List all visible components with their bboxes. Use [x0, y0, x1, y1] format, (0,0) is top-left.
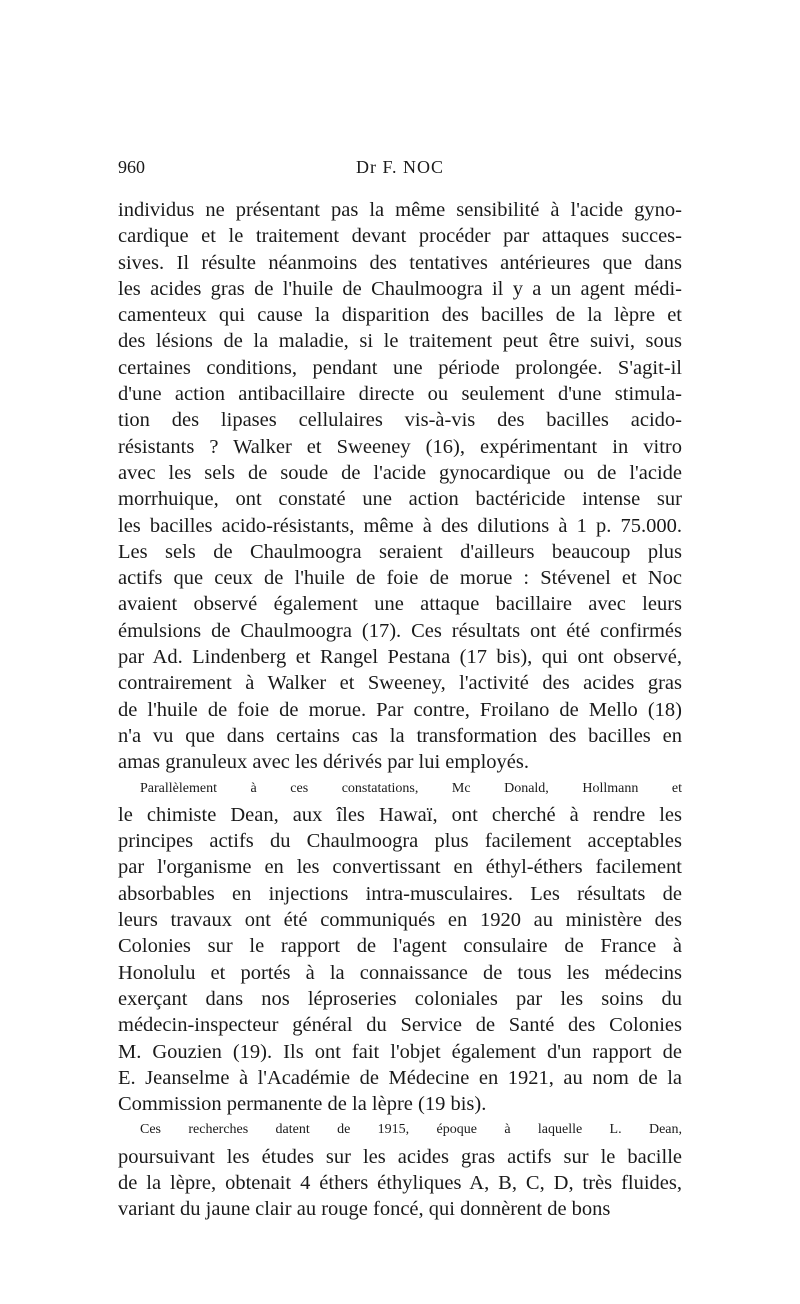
text-line: par l'organisme en les convertissant en éthyl-éthers facilement: [118, 856, 682, 879]
text-line: leurs travaux ont été communiqués en 1920 au ministère des: [118, 909, 682, 932]
text-line: d'une action antibacillaire directe ou seulement d'une stimula-: [118, 383, 682, 406]
paragraph: [118, 1117, 682, 1222]
paragraph: [118, 197, 682, 776]
text-line: certaines conditions, pendant une période prolongée. S'agit-il: [118, 356, 682, 379]
text-line: avaient observé également une attaque bacillaire avec leurs: [118, 593, 682, 616]
page-header: [118, 157, 682, 183]
text-line: Les sels de Chaulmoogra seraient d'ailleurs beaucoup plus: [118, 540, 682, 563]
text-line: le chimiste Dean, aux îles Hawaï, ont cherché à rendre les: [118, 803, 682, 826]
page-number: 960: [118, 157, 145, 177]
text-line: variant du jaune clair au rouge foncé, qui donnèrent de bons: [118, 1198, 611, 1221]
text-line: de la lèpre, obtenait 4 éthers éthyliques A, B, C, D, très fluides,: [118, 1171, 682, 1194]
text-line: cardique et le traitement devant procéder par attaques succes-: [118, 225, 682, 248]
text-line: camenteux qui cause la disparition des bacilles de la lèpre et: [118, 304, 682, 327]
text-line: tion des lipases cellulaires vis-à-vis des bacilles acido-: [118, 409, 682, 432]
text-line: actifs que ceux de l'huile de foie de morue : Stévenel et Noc: [118, 567, 682, 590]
text-line: Ces recherches datent de 1915, époque à laquelle L. Dean,: [140, 1122, 682, 1138]
text-line: les acides gras de l'huile de Chaulmoogra il y a un agent médi-: [118, 277, 682, 300]
body-text: [118, 197, 682, 1223]
text-line: résistants ? Walker et Sweeney (16), expérimentant in vitro: [118, 435, 682, 458]
text-line: n'a vu que dans certains cas la transformation des bacilles en: [118, 724, 682, 747]
text-line: de l'huile de foie de morue. Par contre, Froilano de Mello (18): [118, 698, 682, 721]
text-line: avec les sels de soude de l'acide gynocardique ou de l'acide: [118, 461, 682, 484]
text-line: morrhuique, ont constaté une action bactéricide intense sur: [118, 488, 682, 511]
text-line: poursuivant les études sur les acides gras actifs sur le bacille: [118, 1145, 682, 1168]
text-line: Honolulu et portés à la connaissance de tous les médecins: [118, 961, 682, 984]
text-line: contrairement à Walker et Sweeney, l'activité des acides gras: [118, 672, 682, 695]
paragraph: [118, 776, 682, 1118]
text-line: individus ne présentant pas la même sensibilité à l'acide gyno-: [118, 199, 682, 221]
text-line: des lésions de la maladie, si le traitement peut être suivi, sous: [118, 330, 682, 353]
text-line: Parallèlement à ces constatations, Mc Donald, Hollmann et: [140, 780, 682, 796]
text-line: amas granuleux avec les dérivés par lui employés.: [118, 751, 529, 774]
text-line: les bacilles acido-résistants, même à des dilutions à 1 p. 75.000.: [118, 514, 682, 537]
text-line: Commission permanente de la lèpre (19 bis).: [118, 1093, 487, 1116]
text-line: absorbables en injections intra-musculaires. Les résultats de: [118, 882, 682, 905]
text-line: par Ad. Lindenberg et Rangel Pestana (17 bis), qui ont observé,: [118, 646, 682, 669]
text-line: principes actifs du Chaulmoogra plus facilement acceptables: [118, 830, 682, 853]
text-line: E. Jeanselme à l'Académie de Médecine en 1921, au nom de la: [118, 1066, 682, 1089]
text-line: exerçant dans nos léproseries coloniales par les soins du: [118, 987, 682, 1010]
text-line: médecin-inspecteur général du Service de Santé des Colonies: [118, 1014, 682, 1037]
text-line: Colonies sur le rapport de l'agent consulaire de France à: [118, 935, 682, 958]
text-line: M. Gouzien (19). Ils ont fait l'objet également d'un rapport de: [118, 1040, 682, 1063]
running-head: Dr F. NOC: [355, 157, 445, 177]
text-line: sives. Il résulte néanmoins des tentatives antérieures que dans: [118, 251, 682, 274]
text-line: émulsions de Chaulmoogra (17). Ces résultats ont été confirmés: [118, 619, 682, 642]
